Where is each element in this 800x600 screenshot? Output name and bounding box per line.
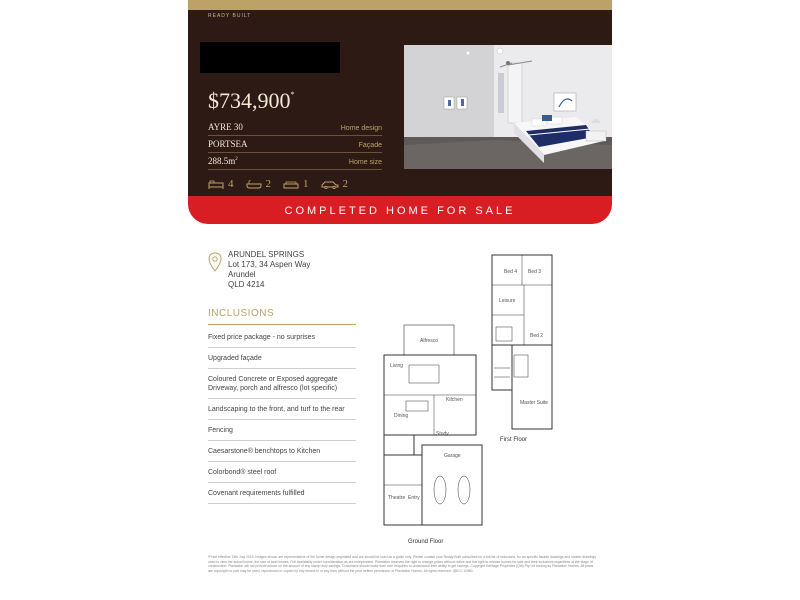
feature-bedrooms bbox=[208, 178, 234, 190]
address-line-1: Lot 173, 34 Aspen Way bbox=[228, 260, 311, 269]
room-label: Dining bbox=[394, 413, 409, 419]
inclusions-list bbox=[208, 327, 356, 504]
feature-garage bbox=[321, 178, 349, 190]
inclusion-item: Landscaping to the front, and turf to the rear bbox=[208, 399, 356, 420]
inclusion-item: Upgraded façade bbox=[208, 348, 356, 369]
inclusion-item: Caesarstone® benchtops to Kitchen bbox=[208, 441, 356, 462]
inclusion-item: Covenant requirements fulfilled bbox=[208, 483, 356, 504]
address-line-2: Arundel bbox=[228, 270, 256, 279]
room-label: Leisure bbox=[499, 298, 516, 304]
first-floor-label: First Floor bbox=[500, 437, 527, 443]
hero-panel bbox=[188, 10, 612, 196]
bed-icon bbox=[208, 180, 224, 189]
room-label: Living bbox=[390, 363, 404, 369]
spec-label: Façade bbox=[358, 142, 382, 149]
bedroom-photo bbox=[404, 45, 612, 169]
room-label: Kitchen bbox=[446, 397, 463, 403]
room-label: Garage bbox=[444, 453, 461, 459]
spec-label: Home size bbox=[348, 159, 382, 166]
room-label: Study bbox=[436, 431, 449, 437]
feature-living bbox=[283, 178, 309, 190]
ready-built-label: READY BUILT bbox=[208, 13, 252, 19]
room-label: Theatre bbox=[388, 495, 406, 501]
spec-value: AYRE 30 bbox=[208, 122, 243, 132]
garage-count: 2 bbox=[342, 178, 348, 190]
sale-banner-text: COMPLETED HOME FOR SALE bbox=[284, 205, 516, 217]
car-icon bbox=[321, 180, 339, 189]
room-label: Bed 3 bbox=[528, 269, 542, 275]
spec-value: $288.5m^2$ bbox=[208, 156, 238, 166]
inclusions-title: INCLUSIONS bbox=[208, 308, 275, 319]
spec-label: Home design bbox=[340, 125, 382, 132]
sale-banner bbox=[188, 196, 612, 224]
spec-value: PORTSEA bbox=[208, 139, 248, 149]
legal-disclaimer: *Price effective 15th July 2019. Images shown are representative of the home design originated and are should be used as a guide only. Please contact your Ready Built consultant for a full list of inclusions, for an specific facade drawings and master drawings used to view the actual house, the size of land homes. Full availability under consideration as are independent. Plantation reserves the right to change prices without notice and the right to release homes for sale and their inclusions regardless of the stage of construction. Plantation will not provide advice on the amount of any stamp duty savings. Customers should make their own enquiries to understand their ability to get savings. Copyright Heritage Properties (Qld) Pty Ltd trading as Plantation Homes. All plans are copyright no part may be used, reproduced or copied by any means in or any form without the prior written permission of Plantation Homes. All rights reserved. QBCC 11960. bbox=[208, 555, 596, 573]
inclusion-item: Fixed price package - no surprises bbox=[208, 327, 356, 348]
room-label: Alfresco bbox=[420, 338, 439, 344]
address-line-3: QLD 4214 bbox=[228, 280, 265, 289]
price: $734,900* bbox=[208, 88, 295, 113]
inclusion-item: Colorbond® steel roof bbox=[208, 462, 356, 483]
brochure-page bbox=[188, 0, 612, 600]
property-address bbox=[228, 250, 310, 290]
redacted-logo-block bbox=[200, 42, 340, 73]
spec-row-facade bbox=[208, 139, 382, 153]
bedroom-count: 4 bbox=[228, 178, 234, 190]
room-label: Master Suite bbox=[520, 400, 549, 406]
top-accent-bar bbox=[188, 0, 612, 10]
inclusion-item: Coloured Concrete or Exposed aggregate Driveway, porch and alfresco (lot specific) bbox=[208, 369, 356, 399]
spec-row-size bbox=[208, 156, 382, 170]
inclusions-rule bbox=[208, 324, 356, 325]
room-label: Entry bbox=[408, 495, 420, 501]
inclusion-item: Fencing bbox=[208, 420, 356, 441]
bathroom-count: 2 bbox=[265, 178, 271, 190]
ground-floor-label: Ground Floor bbox=[408, 539, 444, 545]
room-label: Bed 2 bbox=[530, 333, 544, 339]
bath-icon bbox=[246, 180, 262, 189]
room-label: Bed 4 bbox=[504, 269, 518, 275]
living-icon bbox=[283, 180, 299, 189]
spec-row-design bbox=[208, 122, 382, 136]
estate-name: ARUNDEL SPRINGS bbox=[228, 250, 305, 259]
feature-icons bbox=[208, 177, 356, 191]
feature-bathrooms bbox=[246, 178, 272, 190]
location-pin-icon bbox=[208, 252, 222, 272]
floor-plans bbox=[364, 245, 604, 550]
living-count: 1 bbox=[303, 178, 309, 190]
